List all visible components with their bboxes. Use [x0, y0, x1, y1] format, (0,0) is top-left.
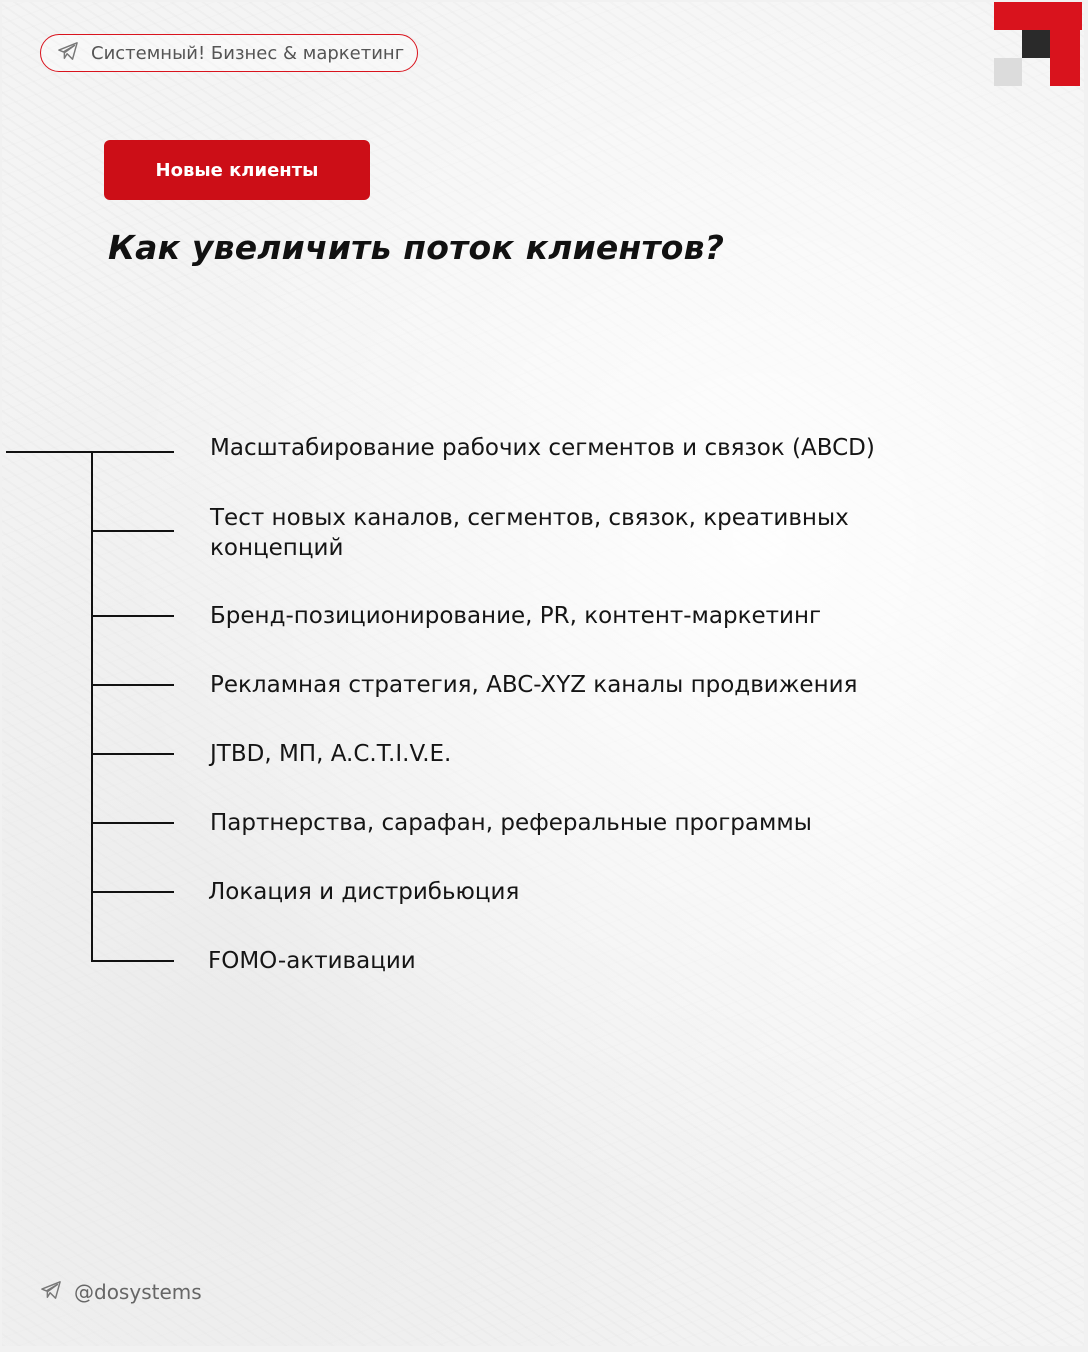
tree-branch-line: [91, 891, 174, 893]
new-clients-tag-button[interactable]: Новые клиенты: [104, 140, 370, 200]
page-title: Как увеличить поток клиентов?: [108, 228, 725, 267]
tree-branch-line: [91, 530, 174, 532]
list-item: Партнерства, сарафан, реферальные программы: [210, 810, 812, 836]
tree-branch-line: [91, 753, 174, 755]
footer-handle[interactable]: [40, 1280, 202, 1304]
logo-block-dark: [1022, 30, 1050, 58]
telegram-icon: [40, 1280, 62, 1304]
tree-lead-line: [6, 451, 174, 453]
list-item: Бренд-позиционирование, PR, контент-маркетинг: [210, 603, 822, 629]
logo-block-red-side: [1050, 2, 1080, 86]
channel-pill[interactable]: [40, 34, 418, 72]
list-item: Рекламная стратегия, ABC-XYZ каналы продвижения: [210, 672, 858, 698]
list-item: JTBD, МП, A.C.T.I.V.E.: [210, 741, 452, 767]
footer-handle-text: @dosystems: [74, 1280, 202, 1304]
list-item: Масштабирование рабочих сегментов и связок (ABCD): [210, 435, 875, 461]
tree-branch-line: [91, 615, 174, 617]
list-item: Тест новых каналов, сегментов, связок, креативных концепций: [210, 505, 849, 561]
brand-logo: [994, 2, 1084, 92]
logo-block-grey: [994, 58, 1022, 86]
slide-page: [2, 2, 1084, 1346]
tree-branch-line: [91, 822, 174, 824]
tree-branch-line: [91, 684, 174, 686]
channel-label: Системный! Бизнес & маркетинг: [91, 42, 405, 64]
list-item: Локация и дистрибьюция: [208, 879, 520, 905]
list-item: FOMO-активации: [208, 948, 416, 974]
tree-branch-line: [91, 960, 174, 962]
tree-trunk-line: [91, 451, 93, 962]
telegram-icon: [57, 41, 79, 65]
